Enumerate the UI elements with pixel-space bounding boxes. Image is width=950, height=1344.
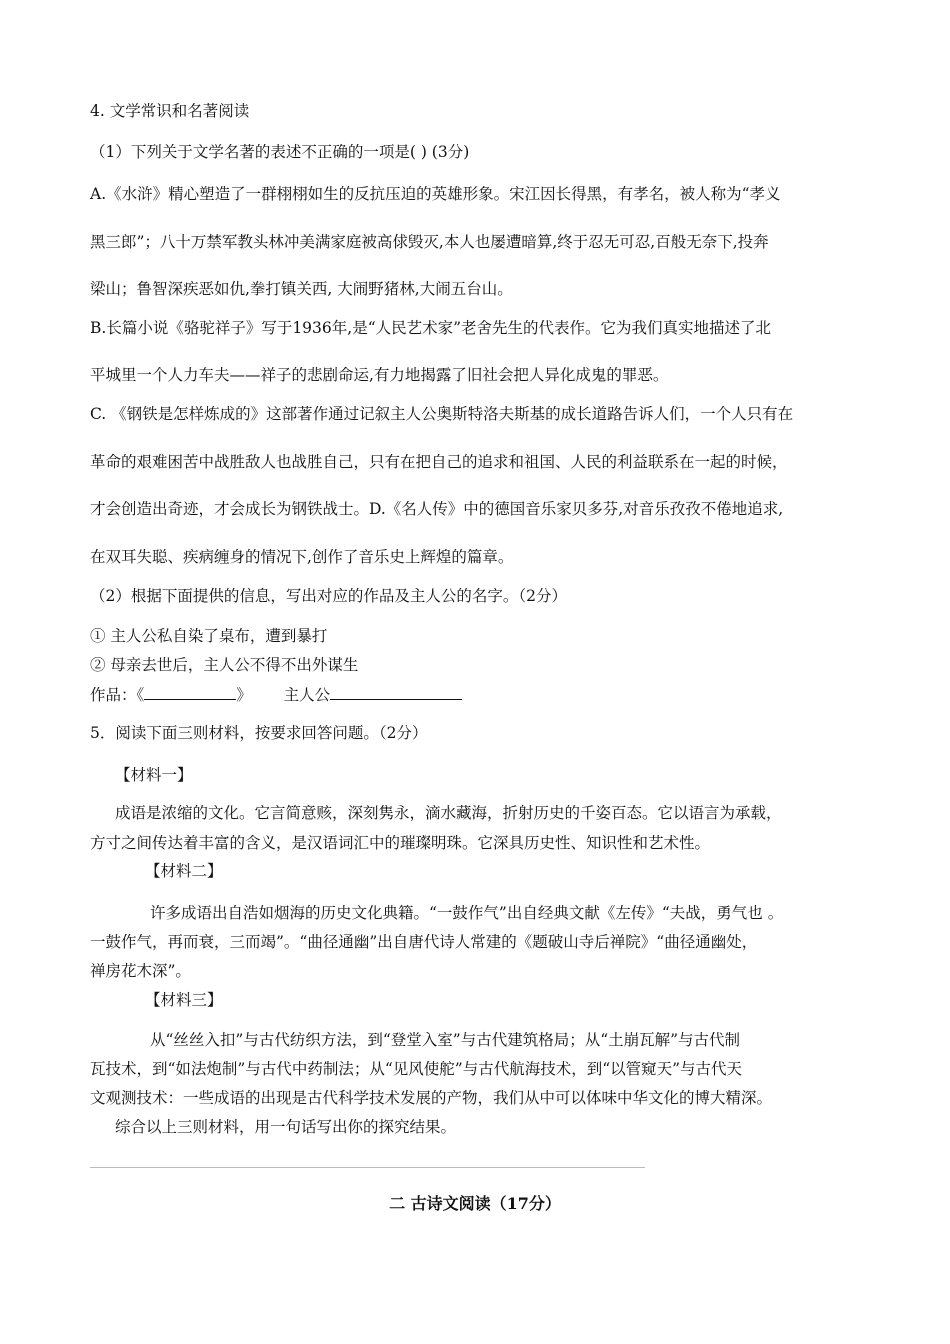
option-b-line-1: B.长篇小说《骆驼祥子》写于1936年,是“人民艺术家”老舍先生的代表作。它为我们真实地描述了北 (90, 319, 772, 337)
option-d-line-4: 在双耳失聪、疾病缠身的情况下,创作了音乐史上辉煌的篇章。 (90, 548, 514, 566)
material-2-line-1: 许多成语出自浩如烟海的历史文化典籍。“一鼓作气”出自经典文献《左传》“夫战，勇气也 。 (150, 904, 784, 922)
material-3-line-3: 文观测技术：一些成语的出现是古代科学技术发展的产物，我们从中可以体味中华文化的博大精深。 (90, 1089, 773, 1107)
question-4-part2-prompt: （2）根据下面提供的信息，写出对应的作品及主人公的名字。（2分） (90, 587, 567, 605)
section-2-title: 二 古诗文阅读（17分） (389, 1194, 561, 1213)
work-answer-blank[interactable] (144, 683, 236, 700)
clue-2: ② 母亲去世后，主人公不得不出外谋生 (90, 656, 359, 674)
material-2-line-3: 禅房花木深”。 (90, 962, 191, 980)
material-1-title: 【材料一】 (115, 766, 193, 784)
material-2-title: 【材料二】 (145, 862, 223, 880)
option-a-line-1: A.《水浒》精心塑造了一群栩栩如生的反抗压迫的英雄形象。宋江因长得黑，有孝名，被人称为“孝义 (90, 185, 781, 203)
material-1-line-2: 方寸之间传达着丰富的含义，是汉语词汇中的璀璨明珠。它深具历史性、知识性和艺术性。 (90, 834, 711, 852)
material-3-line-1: 从“丝丝入扣”与古代纺织方法，到“登堂入室”与古代建筑格局；从“土崩瓦解”与古代制 (150, 1031, 741, 1049)
work-label: 作品：《 (90, 686, 145, 704)
question-4-part1-prompt: （1）下列关于文学名著的表述不正确的一项是( ) (3分) (90, 143, 470, 161)
option-cd-line-3: 才会创造出奇迹，才会成长为钢铁战士。D.《名人传》中的德国音乐家贝多芬,对音乐孜孜不倦地追求, (90, 500, 784, 518)
hero-answer-blank[interactable] (330, 683, 462, 700)
question-5-task: 综合以上三则材料，用一句话写出你的探究结果。 (115, 1118, 457, 1136)
material-3-line-2: 瓦技术，到“如法炮制”与古代中药制法；从“见风使舵”与古代航海技术，到“以管窥天”与古代天 (90, 1060, 743, 1078)
material-3-title: 【材料三】 (145, 991, 223, 1009)
hero-label: 主人公 (283, 686, 331, 704)
option-b-line-2: 平城里一个人力车夫——祥子的悲剧命运,有力地揭露了旧社会把人异化成鬼的罪恶。 (90, 366, 669, 384)
material-2-line-2: 一鼓作气，再而衰，三而竭”。“曲径通幽”出自唐代诗人常建的《题破山寺后禅院》“曲径通幽处， (90, 933, 758, 951)
work-label-close: 》 (236, 686, 252, 704)
question-4-heading: 4. 文学常识和名著阅读 (90, 102, 250, 120)
material-1-line-1: 成语是浓缩的文化。它言简意赅，深刻隽永，滴水藏海，折射历史的千姿百态。它以语言为承载， (115, 804, 782, 822)
clue-1: ① 主人公私自染了桌布，遭到暴打 (90, 627, 328, 645)
option-a-line-2: 黑三郎”；八十万禁军教头林冲美满家庭被高俅毁灭,本人也屡遭暗算,终于忍无可忍,百般无奈下,投奔 (90, 233, 769, 251)
question-5-heading: 5．阅读下面三则材料，按要求回答问题。（2分） (90, 724, 428, 742)
option-c-line-1: C. 《钢铁是怎样炼成的》这部著作通过记叙主人公奥斯特洛夫斯基的成长道路告诉人们，一个人只有在 (90, 405, 794, 423)
answer-row (90, 683, 462, 706)
option-a-line-3: 梁山；鲁智深疾恶如仇,拳打镇关西, 大闹野猪林,大闹五台山。 (90, 280, 513, 298)
answer-line[interactable] (90, 1167, 645, 1168)
option-c-line-2: 革命的艰难困苦中战胜敌人也战胜自己，只有在把自己的追求和祖国、人民的利益联系在一起的时候， (90, 453, 788, 471)
